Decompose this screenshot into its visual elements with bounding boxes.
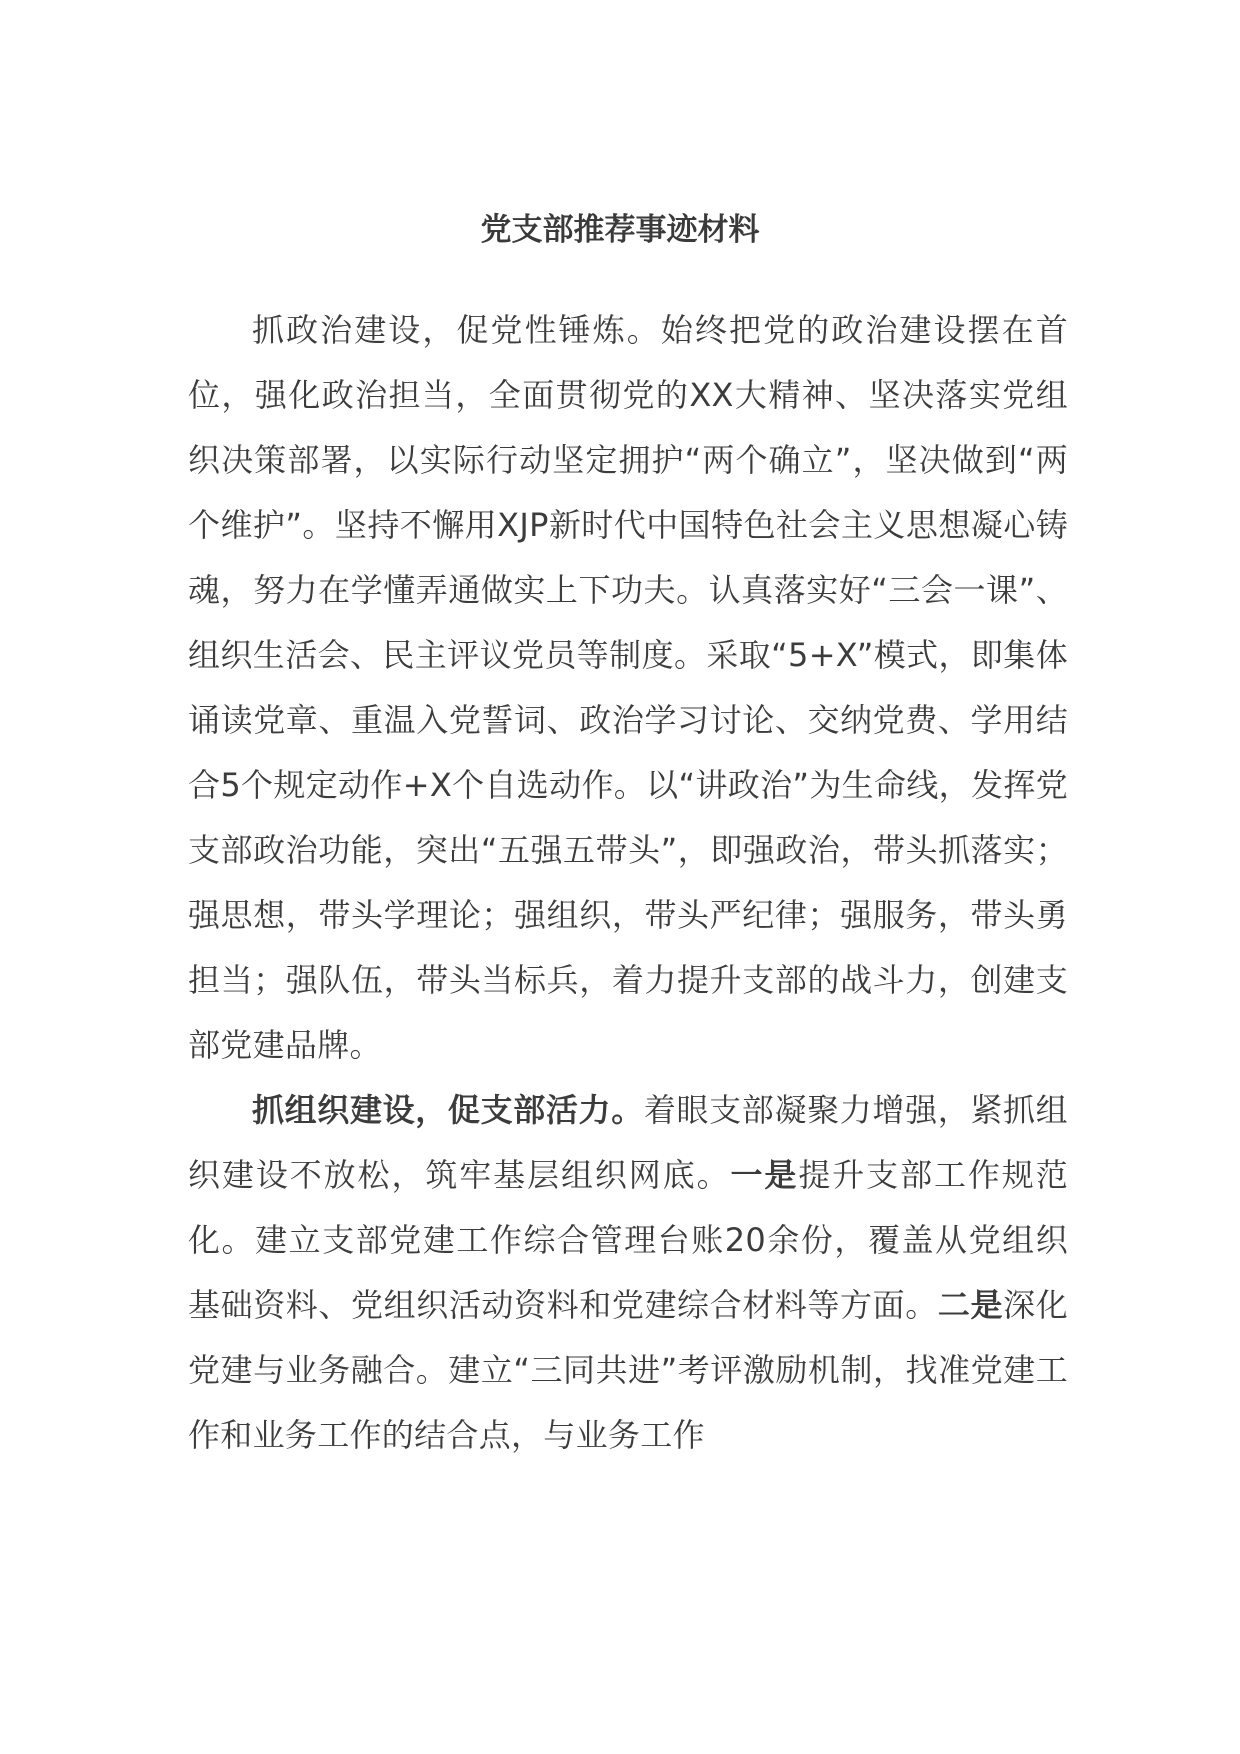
paragraph-text: 着眼支部凝聚力增强，紧抓组织建设不放松，筑牢基层组织网底。 (188, 1091, 1068, 1194)
paragraph-text: 深化党建与业务融合。建立“三同共进”考评激励机制，找准党建工作和业务工作的结合点，与业务工作 (188, 1286, 1068, 1454)
paragraph-lead-heading: 抓组织建设，促支部活力。 (252, 1091, 644, 1129)
list-marker-second: 二是 (937, 1286, 1004, 1324)
document-body (188, 298, 1068, 1468)
paragraph-political-building: 抓政治建设，促党性锤炼。始终把党的政治建设摆在首位，强化政治担当，全面贯彻党的XX大精神、坚决落实党组织决策部署，以实际行动坚定拥护“两个确立”，坚决做到“两个维护”。坚持不懈用XJP新时代中国特色社会主义思想凝心铸魂，努力在学懂弄通做实上下功夫。认真落实好“三会一课”、组织生活会、民主评议党员等制度。采取“5+X”模式，即集体诵读党章、重温入党誓词、政治学习讨论、交纳党费、学用结合5个规定动作+X个自选动作。以“讲政治”为生命线，发挥党支部政治功能，突出“五强五带头”，即强政治，带头抓落实；强思想，带头学理论；强组织，带头严纪律；强服务，带头勇担当；强队伍，带头当标兵，着力提升支部的战斗力，创建支部党建品牌。 (188, 311, 1068, 1064)
paragraph-organization-building (188, 1078, 1068, 1468)
paragraph-text: 提升支部工作规范化。建立支部党建工作综合管理台账20余份，覆盖从党组织基础资料、党组织活动资料和党建综合材料等方面。 (188, 1156, 1068, 1324)
document-title: 党支部推荐事迹材料 (480, 212, 760, 248)
list-marker-first: 一是 (730, 1156, 799, 1194)
